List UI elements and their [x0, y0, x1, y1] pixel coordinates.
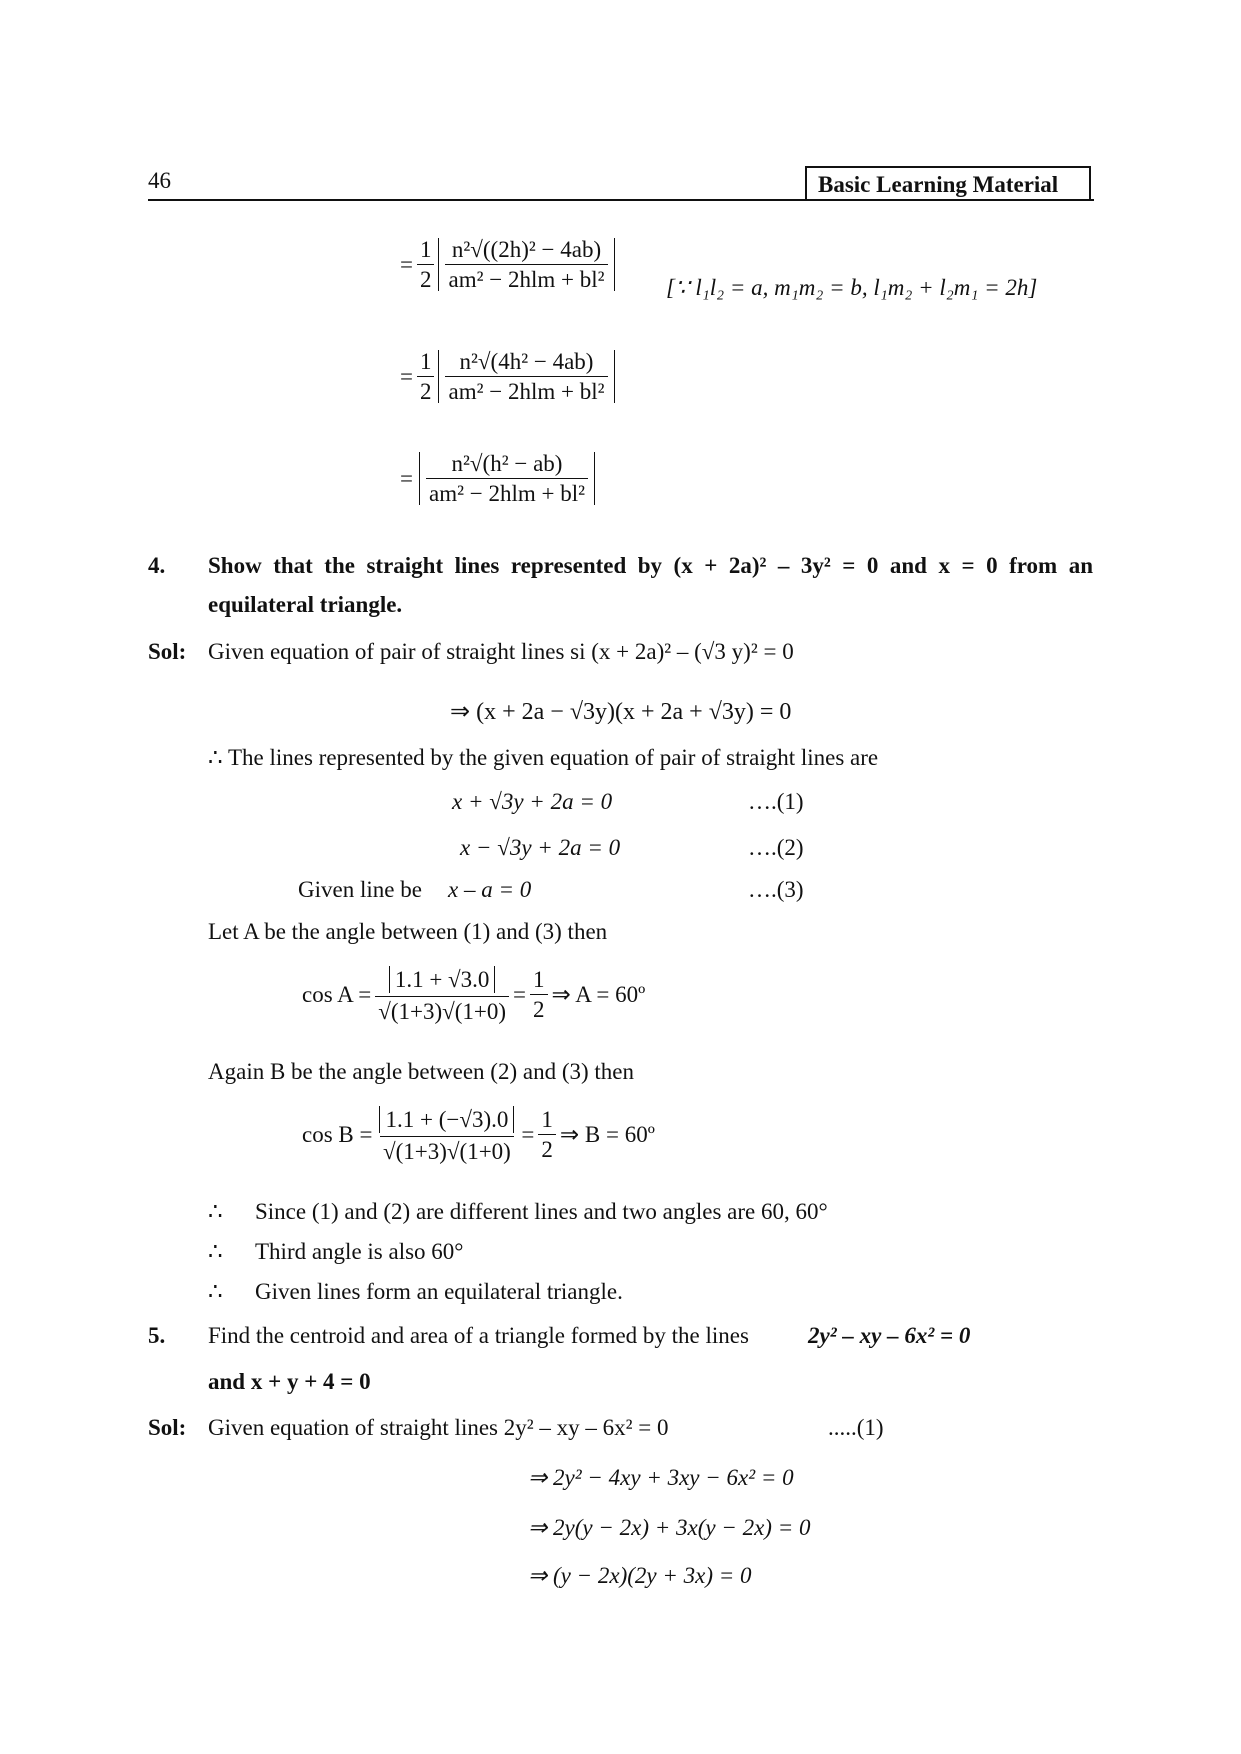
fraction-numerator: n²√(4h² − 4ab) [459, 349, 594, 374]
solution-intro: Given equation of straight lines 2y² – xy – 6x² = 0 [208, 1415, 669, 1440]
line-equation-1: x + √3y + 2a = 0 [452, 789, 613, 814]
derivation-eq-2: = $\frac{1}{2}$ $\frac{\text{n²√(4h² − 4ab)}}{\text{am² − 2hlm + bl²}}$ [400, 350, 615, 403]
derivation-eq-3: = $\frac{\text{n²√(h² − ab)}}{\text{am² − 2hlm + bl²}}$ [400, 452, 595, 505]
conclusion-line: Since (1) and (2) are different lines and two angles are 60, 60° [255, 1199, 828, 1224]
cos-a-equation: cos A = $\frac{1.1 + √3.0}{√(1+3)√(1+0)}$ = $\frac{1}{2}$ ⇒ A = 60º [302, 967, 646, 1024]
conclusion-line: Given lines form an equilateral triangle. [255, 1279, 623, 1304]
solution-step-2: ⇒ 2y(y − 2x) + 3x(y − 2x) = 0 [528, 1515, 811, 1540]
fraction-denominator: am² − 2hlm + bl² [426, 478, 588, 505]
question-equation: 2y² – xy – 6x² = 0 [808, 1323, 971, 1348]
solution-step-3: ⇒ (y − 2x)(2y + 3x) = 0 [528, 1563, 752, 1588]
header-rule [148, 199, 1094, 201]
half-fraction: $\frac{1}{2}$ [417, 238, 435, 291]
factored-equation: ⇒ (x + 2a − √3y)(x + 2a + √3y) = 0 [450, 699, 792, 725]
question-number: 5. [148, 1323, 166, 1348]
equation-tag: ….(1) [748, 789, 804, 814]
line-equation-2: x − √3y + 2a = 0 [460, 835, 621, 860]
equation-tag: ….(2) [748, 835, 804, 860]
equation-tag: .....(1) [828, 1415, 884, 1440]
therefore-symbol: ∴ [208, 1279, 223, 1304]
solution-label: Sol: [148, 639, 187, 664]
question-number: 4. [148, 553, 166, 578]
equation-tag: ….(3) [748, 877, 804, 902]
given-line-label: Given line be [298, 877, 422, 902]
therefore-symbol: ∴ [208, 1239, 223, 1264]
solution-step-1: ⇒ 2y² − 4xy + 3xy − 6x² = 0 [528, 1465, 794, 1490]
page-number: 46 [148, 168, 171, 193]
angle-b-intro: Again B be the angle between (2) and (3) then [208, 1059, 634, 1084]
question-text-line: Find the centroid and area of a triangle formed by the lines [208, 1323, 749, 1348]
fraction-numerator: n²√(h² − ab) [451, 451, 563, 476]
derivation-eq-1: = $\frac{1}{2}$ $\frac{\text{n²√((2h)² − 4ab)}}{\text{am² − 2hlm + bl²}}$ [400, 238, 615, 291]
therefore-symbol: ∴ [208, 1199, 223, 1224]
question-text-line: and x + y + 4 = 0 [208, 1369, 371, 1394]
conclusion-line: Third angle is also 60° [255, 1239, 464, 1264]
solution-label: Sol: [148, 1415, 187, 1440]
angle-a-intro: Let A be the angle between (1) and (3) then [208, 919, 608, 944]
solution-intro: Given equation of pair of straight lines si (x + 2a)² – (√3 y)² = 0 [208, 639, 794, 664]
question-text-line: Show that the straight lines represented by (x + 2a)² – 3y² = 0 and x = 0 from an [208, 553, 1093, 578]
cos-b-equation: cos B = $\frac{1.1 + (-√3).0}{√(1+3)√(1+0)}$ = $\frac{1}{2}$ ⇒ B = 60º [302, 1107, 655, 1164]
line-equation-3: x – a = 0 [448, 877, 532, 902]
fraction-denominator: am² − 2hlm + bl² [445, 264, 607, 291]
lines-intro: ∴ The lines represented by the given equation of pair of straight lines are [208, 745, 879, 770]
derivation-note: [∵ l₁l₂ = a, m₁m₂ = b, l₁m₂ + l₂m₁ = 2h] [666, 275, 1038, 300]
fraction-denominator: am² − 2hlm + bl² [445, 376, 607, 403]
book-title: Basic Learning Material [818, 172, 1059, 197]
abs-value-group [438, 238, 614, 291]
question-text-line: equilateral triangle. [208, 592, 403, 617]
fraction-numerator: n²√((2h)² − 4ab) [451, 237, 602, 262]
